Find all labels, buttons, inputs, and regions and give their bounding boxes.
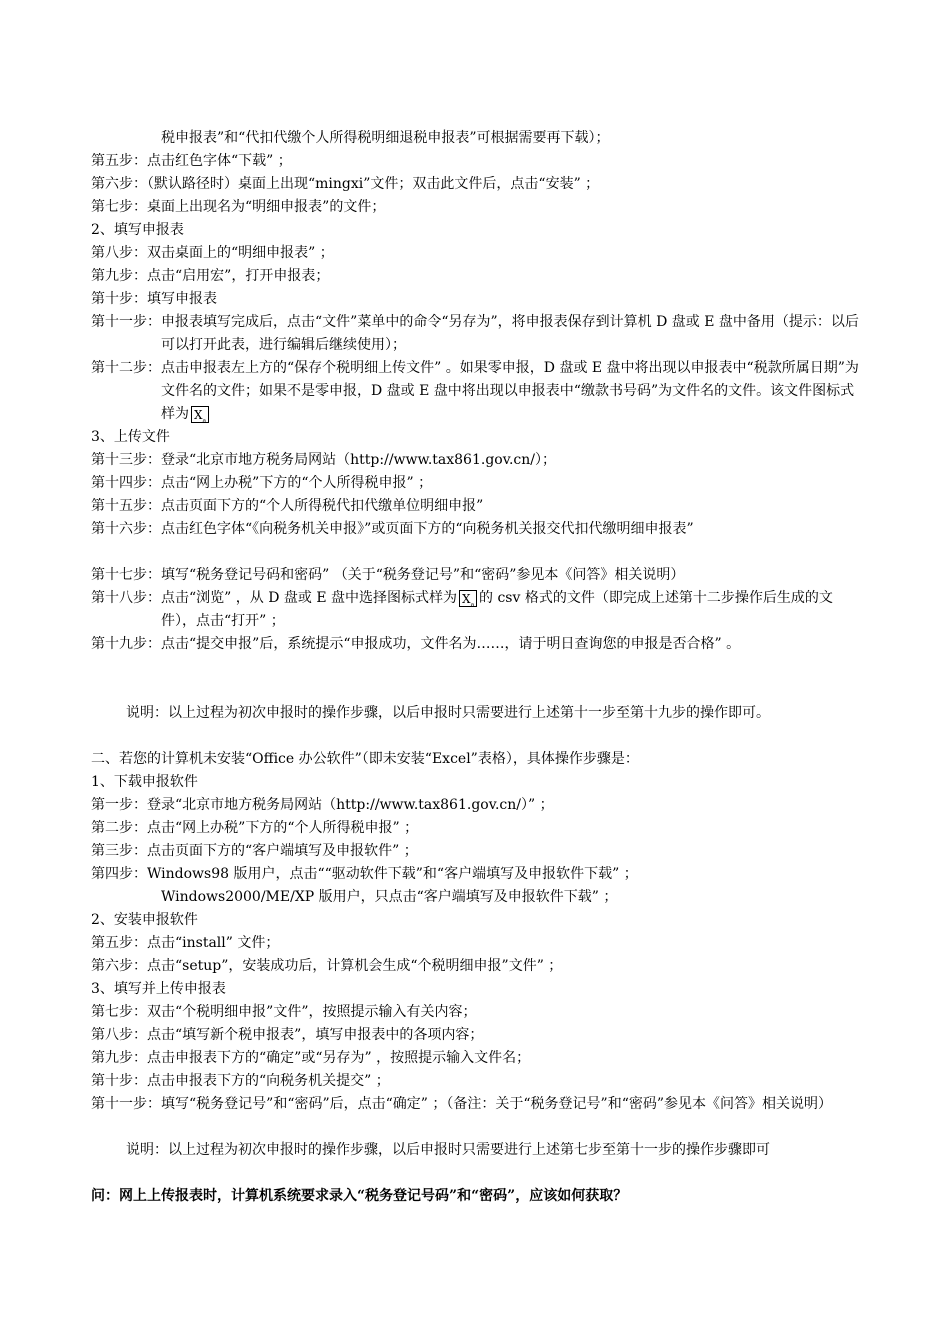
- step-line: 第七步：双击“个税明细申报”文件”，按照提示输入有关内容；: [91, 1004, 477, 1020]
- step-line: Windows2000/ME/XP 版用户，只点击“客户端填写及申报软件下载” ；: [161, 889, 618, 905]
- section-heading: 二、若您的计算机未安装“Office 办公软件”（即未安装“Excel”表格），具体操作步骤是：: [91, 751, 639, 767]
- step-line: 第一步：登录“北京市地方税务局网站（http://www.tax861.gov.cn/）” ；: [91, 797, 554, 813]
- step-item: [91, 357, 859, 426]
- note-paragraph: 说明：以上过程为初次申报时的操作步骤，以后申报时只需要进行上述第十一步至第十九步的操作即可。: [126, 705, 770, 721]
- step-line: 第六步：点击“setup”，安装成功后，计算机会生成“个税明细申报”文件” ；: [91, 958, 563, 974]
- step-item: [91, 633, 859, 656]
- step-text-part: 的 csv 格式的文件（即完成上述第十二步操作后生成的文件），点击“打开” ；: [161, 590, 833, 629]
- step-text: 点击“提交申报”后，系统提示“申报成功，文件名为……，请于明日查询您的申报是否合格” 。: [161, 636, 741, 652]
- step-item: [91, 311, 859, 357]
- step-line: 第八步：双击桌面上的“明细申报表” ；: [91, 245, 334, 261]
- step-line: 第十步：填写申报表: [91, 291, 217, 307]
- step-label: 第十六步：: [91, 521, 161, 537]
- step-line: 第十七步：填写“税务登记号码和密码” （关于“税务登记号”和“密码”参见本《问答》相关说明）: [91, 567, 685, 583]
- step-text-body: 点击申报表左上方的“保存个税明细上传文件” 。如果零申报，D 盘或 E 盘中将出现以申报表中“税款所属日期”为文件名的文件；如果不是零申报，D 盘或 E 盘中将出现以申报表中“缴款书号码”为文件名的文件。该文件图标式样为: [161, 360, 859, 422]
- step-line: 第九步：点击申报表下方的“确定”或“另存为” ，按照提示输入文件名；: [91, 1050, 531, 1066]
- step-line: 第二步：点击“网上办税”下方的“个人所得税申报” ；: [91, 820, 419, 836]
- step-item: [91, 587, 859, 633]
- step-text-part: 点击“浏览” ，从 D 盘或 E 盘中选择图标式样为: [161, 590, 458, 606]
- step-line: 第七步：桌面上出现名为“明细申报表”的文件；: [91, 199, 386, 215]
- step-text: 申报表填写完成后，点击“文件”菜单中的命令“另存为”，将申报表保存到计算机 D 盘或 E 盘中备用（提示：以后可以打开此表，进行编辑后继续使用）；: [161, 314, 859, 353]
- step-line: 第五步：点击“install” 文件；: [91, 935, 280, 951]
- step-label: 第十九步：: [91, 636, 161, 652]
- file-icon-glyph: X: [194, 407, 203, 422]
- section-heading: 2、安装申报软件: [91, 912, 198, 928]
- file-icon-sub: a: [470, 600, 475, 608]
- question-heading: 问：网上上传报表时，计算机系统要求录入“税务登记号码”和“密码”，应该如何获取？: [91, 1188, 628, 1204]
- step-label: 第十一步：: [91, 314, 161, 330]
- file-icon: [459, 590, 477, 607]
- step-text: [161, 357, 859, 426]
- step-line: 第四步：Windows98 版用户，点击““驱动软件下载”和“客户端填写及申报软件下载” ；: [91, 866, 638, 882]
- step-label: 第十二步：: [91, 360, 161, 376]
- section-heading: 3、填写并上传申报表: [91, 981, 226, 997]
- step-line: 第三步：点击页面下方的“客户端填写及申报软件” ；: [91, 843, 418, 859]
- section-heading: 2、填写申报表: [91, 222, 184, 238]
- step-line: 第六步：（默认路径时）桌面上出现“mingxi”文件；双击此文件后，点击“安装” ；: [91, 176, 600, 192]
- step-text: [161, 587, 859, 633]
- step-line: 第八步：点击“填写新个税申报表”，填写申报表中的各项内容；: [91, 1027, 484, 1043]
- section-heading: 1、下载申报软件: [91, 774, 198, 790]
- section-heading: 3、上传文件: [91, 429, 170, 445]
- step-line: 第十四步：点击“网上办税”下方的“个人所得税申报” ；: [91, 475, 433, 491]
- step-label: 第十八步：: [91, 590, 161, 606]
- step-item: [91, 518, 859, 541]
- step-line: 第五步：点击红色字体“下载” ；: [91, 153, 292, 169]
- step-line: 第十步：点击申报表下方的“向税务机关提交” ；: [91, 1073, 390, 1089]
- step-line: 第九步：点击“启用宏”，打开申报表；: [91, 268, 330, 284]
- step-line: 第十三步：登录“北京市地方税务局网站（http://www.tax861.gov.cn/）；: [91, 452, 556, 468]
- file-icon-glyph: X: [462, 591, 471, 606]
- step-paragraph: 第十一步：填写“税务登记号”和“密码”后，点击“确定” ；（备注：关于“税务登记号”和“密码”参见本《问答》相关说明）: [91, 1096, 833, 1112]
- step-line: 第十五步：点击页面下方的“个人所得税代扣代缴单位明细申报”: [91, 498, 484, 514]
- note-paragraph: 说明：以上过程为初次申报时的操作步骤，以后申报时只需要进行上述第七步至第十一步的操作步骤即可: [126, 1142, 770, 1158]
- step-text: 点击红色字体“《向税务机关申报》”或页面下方的“向税务机关报交代扣代缴明细申报表”: [161, 521, 694, 537]
- file-icon-sub: a: [202, 416, 207, 424]
- text-line: 税申报表”和“代扣代缴个人所得税明细退税申报表”可根据需要再下载）；: [161, 130, 610, 146]
- file-icon: [191, 406, 209, 423]
